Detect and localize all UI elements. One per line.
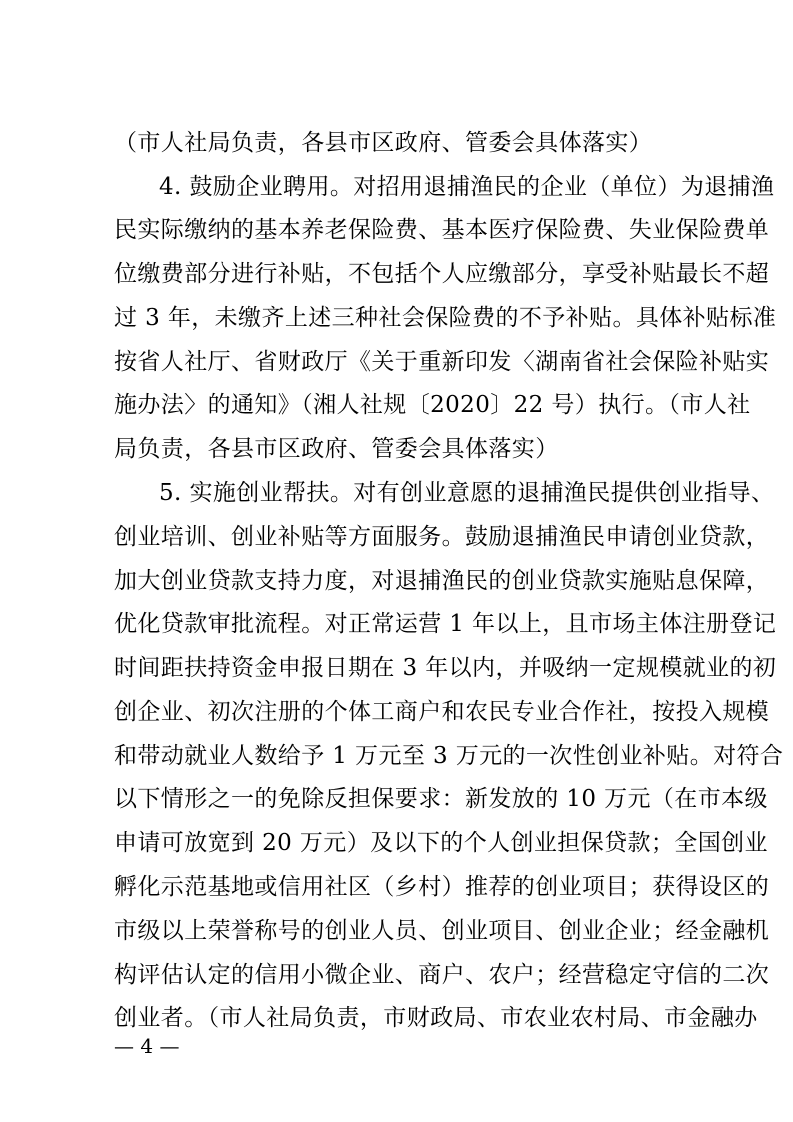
text-line: 和带动就业人数给予 1 万元至 3 万元的一次性创业补贴。对符合	[114, 743, 784, 769]
text-line: 创业者。（市人社局负责，市财政局、市农业农村局、市金融办	[114, 1005, 758, 1031]
text-line: 施办法〉的通知》（湘人社规〔2020〕22 号）执行。（市人社	[114, 392, 751, 418]
text-line: 创企业、初次注册的个体工商户和农民专业合作社，按投入规模	[114, 699, 770, 725]
text-line: 过 3 年，未缴齐上述三种社会保险费的不予补贴。具体补贴标准	[114, 305, 777, 331]
text-line: 位缴费部分进行补贴，不包括个人应缴部分，享受补贴最长不超	[114, 261, 770, 287]
text-line: 按省人社厅、省财政厅《关于重新印发〈湖南省社会保险补贴实	[114, 349, 770, 375]
text-line: 5. 实施创业帮扶。对有创业意愿的退捕渔民提供创业指导、	[159, 480, 775, 506]
text-line: 创业培训、创业补贴等方面服务。鼓励退捕渔民申请创业贷款，	[114, 524, 770, 550]
text-line: 时间距扶持资金申报日期在 3 年以内，并吸纳一定规模就业的初	[114, 655, 777, 681]
text-line: 加大创业贷款支持力度，对退捕渔民的创业贷款实施贴息保障，	[114, 568, 770, 594]
text-line: 4. 鼓励企业聘用。对招用退捕渔民的企业（单位）为退捕渔	[159, 174, 775, 200]
text-line: 构评估认定的信用小微企业、商户、农户；经营稳定守信的二次	[114, 962, 770, 988]
text-line: （市人社局负责，各县市区政府、管委会具体落实）	[114, 130, 653, 156]
text-line: 申请可放宽到 20 万元）及以下的个人创业担保贷款；全国创业	[114, 830, 768, 856]
text-line: 民实际缴纳的基本养老保险费、基本医疗保险费、失业保险费单	[114, 217, 770, 243]
page-number: — 4 —	[114, 1034, 180, 1058]
text-line: 以下情形之一的免除反担保要求：新发放的 10 万元（在市本级	[114, 786, 768, 812]
text-line: 市级以上荣誉称号的创业人员、创业项目、创业企业；经金融机	[114, 918, 770, 944]
text-line: 优化贷款审批流程。对正常运营 1 年以上，且市场主体注册登记	[114, 611, 777, 637]
text-line: 孵化示范基地或信用社区（乡村）推荐的创业项目；获得设区的	[114, 874, 770, 900]
text-line: 局负责，各县市区政府、管委会具体落实）	[114, 436, 559, 462]
